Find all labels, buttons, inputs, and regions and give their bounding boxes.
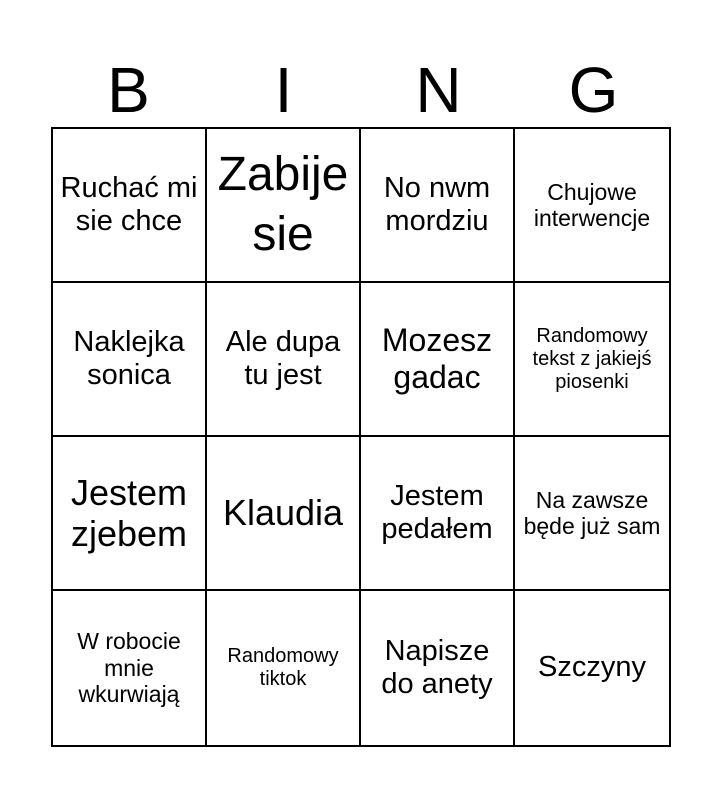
bingo-cell[interactable] — [53, 283, 207, 437]
cell-text: W robocie mnie wkurwiają — [77, 628, 181, 708]
bingo-cell[interactable] — [53, 437, 207, 591]
bingo-cell[interactable] — [515, 591, 669, 745]
bingo-cell[interactable] — [53, 591, 207, 745]
cell-text: Naklejka sonica — [73, 325, 185, 391]
bingo-cell[interactable] — [361, 283, 515, 437]
header-letter-n: N — [415, 54, 462, 126]
bingo-cell[interactable] — [207, 437, 361, 591]
header-letter-b: B — [107, 54, 150, 126]
bingo-cell[interactable] — [515, 283, 669, 437]
bingo-cell[interactable] — [515, 437, 669, 591]
cell-text: Szczyny — [538, 651, 646, 684]
cell-text: Mozesz gadac — [381, 322, 493, 395]
bingo-cell[interactable] — [207, 283, 361, 437]
cell-text: Na zawsze będe już sam — [523, 486, 661, 539]
cell-text: Ruchać mi sie chce — [60, 171, 198, 237]
bingo-cell[interactable] — [361, 129, 515, 283]
bingo-grid — [51, 127, 671, 747]
bingo-cell[interactable] — [515, 129, 669, 283]
bingo-cell[interactable] — [53, 129, 207, 283]
cell-text: Randomowy tekst z jakiejś piosenki — [532, 324, 652, 393]
bingo-header — [51, 52, 671, 128]
header-letter-i: I — [274, 54, 293, 126]
cell-text: Jestem pedałem — [381, 479, 493, 545]
cell-text: No nwm mordziu — [383, 171, 491, 237]
cell-text: Klaudia — [222, 492, 344, 534]
header-letter-g: G — [568, 54, 619, 126]
bingo-cell[interactable] — [207, 591, 361, 745]
cell-text: Randomowy tiktok — [227, 645, 339, 690]
cell-text: Chujowe interwencje — [533, 178, 651, 231]
cell-text: Napisze do anety — [381, 634, 493, 700]
cell-text: Zabije sie — [217, 148, 349, 261]
cell-text: Jestem zjebem — [70, 471, 188, 554]
cell-text: Ale dupa tu jest — [225, 325, 341, 391]
bingo-cell[interactable] — [361, 591, 515, 745]
bingo-cell[interactable] — [361, 437, 515, 591]
bingo-cell[interactable] — [207, 129, 361, 283]
